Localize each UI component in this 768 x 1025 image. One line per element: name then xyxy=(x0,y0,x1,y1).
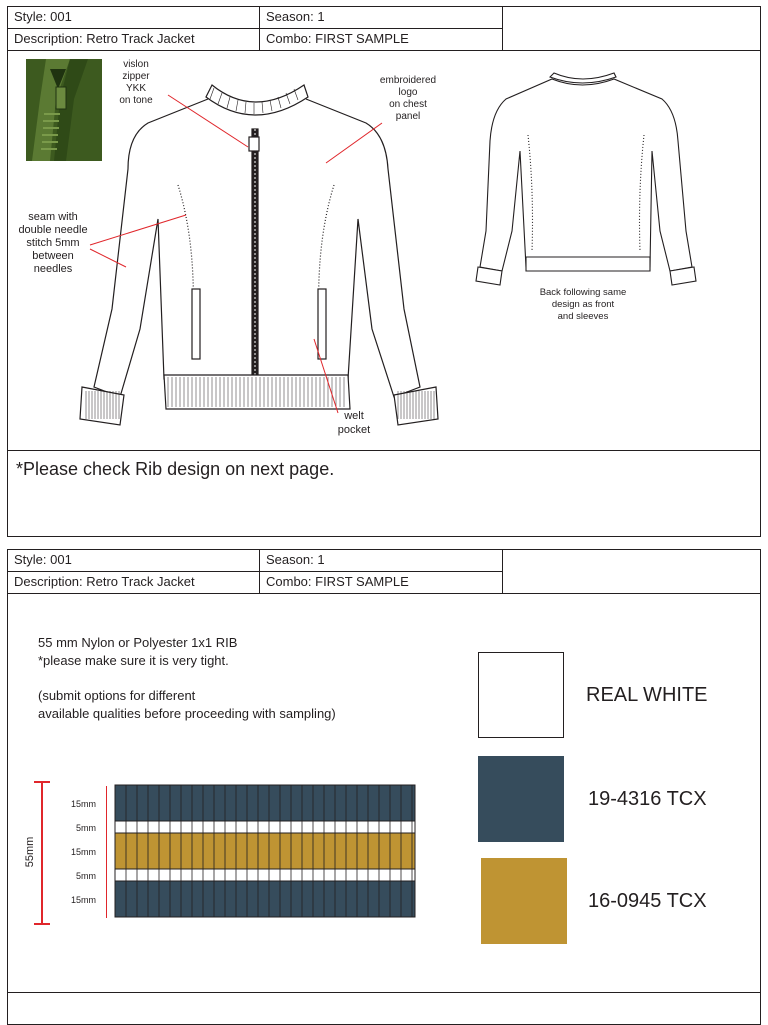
header-divider xyxy=(8,593,760,594)
combo-cell: Combo: FIRST SAMPLE xyxy=(260,572,503,594)
seam-callout: seam with double needle stitch 5mm between needles xyxy=(18,211,88,275)
stripe-labels xyxy=(56,784,116,920)
spec-line-2: *please make sure it is very tight. xyxy=(38,653,229,668)
rib-stripe-white xyxy=(115,821,415,833)
bottom-divider xyxy=(8,992,760,993)
color-swatch xyxy=(478,652,564,738)
rib-stripe-navy xyxy=(115,785,415,821)
rib-stripe-drawing xyxy=(113,783,417,919)
stripe-marker xyxy=(106,822,107,834)
style-cell: Style: 001 xyxy=(8,550,260,572)
stripe-height-label: 15mm xyxy=(70,895,96,905)
spec-line-1: 55 mm Nylon or Polyester 1x1 RIB xyxy=(38,635,238,650)
stripe-height-label: 15mm xyxy=(70,847,96,857)
color-swatch-label: REAL WHITE xyxy=(586,684,708,706)
drawing-divider xyxy=(8,450,760,451)
stripe-height-label: 5mm xyxy=(76,823,96,833)
back-callout: Back following same design as front and sleeves xyxy=(539,287,627,322)
season-cell: Season: 1 xyxy=(260,7,503,29)
zipper-callout: vislon zipper YKK on tone xyxy=(119,59,153,106)
description-cell: Description: Retro Track Jacket xyxy=(8,572,260,594)
rib-stripe-gold xyxy=(115,833,415,869)
spec-sheet-2 xyxy=(7,549,761,1025)
spec-sheet-1 xyxy=(7,6,761,537)
stripe-marker xyxy=(106,870,107,882)
spec-line-3: (submit options for different xyxy=(38,688,196,703)
style-cell: Style: 001 xyxy=(8,7,260,29)
description-cell: Description: Retro Track Jacket xyxy=(8,29,260,51)
color-swatches xyxy=(478,652,758,952)
total-height-label: 55mm xyxy=(24,836,36,868)
season-cell: Season: 1 xyxy=(260,550,503,572)
color-swatch-label: 19-4316 TCX xyxy=(588,788,707,810)
rib-stripe-white xyxy=(115,869,415,881)
combo-cell: Combo: FIRST SAMPLE xyxy=(260,29,503,51)
rib-stripe-navy xyxy=(115,881,415,917)
stripe-marker xyxy=(106,834,107,870)
spec-line-4: available qualities before proceeding with sampling) xyxy=(38,706,336,721)
stripe-marker xyxy=(106,786,107,822)
pocket-callout: welt pocket xyxy=(337,410,371,436)
stripe-marker xyxy=(106,882,107,918)
color-swatch xyxy=(478,756,564,842)
stripe-height-label: 15mm xyxy=(70,799,96,809)
stripe-height-label: 5mm xyxy=(76,871,96,881)
callout-lines xyxy=(8,51,760,451)
color-swatch-label: 16-0945 TCX xyxy=(588,890,707,912)
rib-footnote: *Please check Rib design on next page. xyxy=(16,459,335,479)
logo-callout: embroidered logo on chest panel xyxy=(379,75,437,122)
color-swatch xyxy=(481,858,567,944)
